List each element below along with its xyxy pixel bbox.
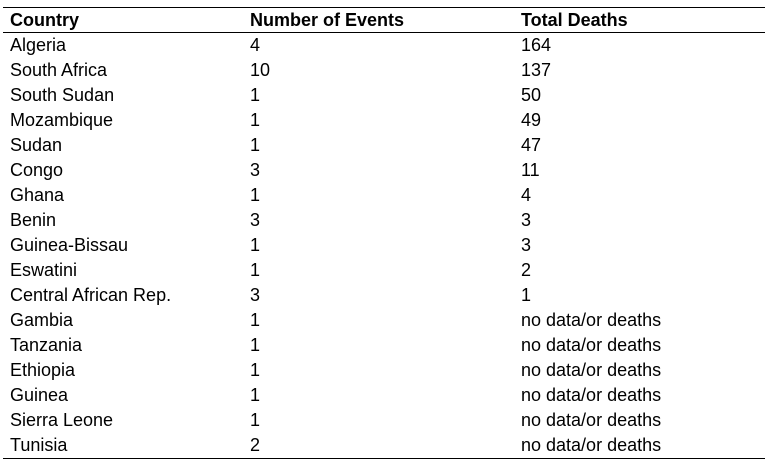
cell-deaths: 2	[521, 260, 532, 280]
cell-country: South Africa	[10, 60, 108, 80]
cell-events: 10	[250, 60, 271, 80]
cell-country: Mozambique	[10, 110, 114, 130]
cell-country: Guinea-Bissau	[10, 235, 129, 255]
header-country: Country	[10, 10, 79, 30]
cell-deaths: no data/or deaths	[521, 410, 662, 430]
cell-country: Gambia	[10, 310, 74, 330]
cell-events: 4	[250, 35, 261, 55]
cell-deaths: 1	[521, 285, 532, 305]
table-row	[3, 108, 765, 133]
cell-events: 1	[250, 260, 261, 280]
table-row	[3, 183, 765, 208]
events-deaths-table	[3, 7, 765, 459]
header-total-deaths: Total Deaths	[521, 10, 628, 30]
cell-country: Tunisia	[10, 435, 68, 455]
cell-country: Algeria	[10, 35, 67, 55]
cell-events: 1	[250, 385, 261, 405]
cell-deaths: 11	[521, 160, 540, 180]
table-row	[3, 233, 765, 258]
cell-deaths: 50	[521, 85, 542, 105]
cell-events: 1	[250, 235, 261, 255]
table-row	[3, 208, 765, 233]
cell-deaths: 3	[521, 210, 532, 230]
cell-deaths: no data/or deaths	[521, 335, 662, 355]
cell-deaths: no data/or deaths	[521, 310, 662, 330]
cell-deaths: 137	[521, 60, 552, 80]
events-table-container	[3, 7, 765, 459]
table-header-row	[3, 8, 765, 33]
table-row	[3, 358, 765, 383]
cell-deaths: no data/or deaths	[521, 360, 662, 380]
cell-deaths: 47	[521, 135, 542, 155]
table-row	[3, 333, 765, 358]
table-row	[3, 83, 765, 108]
cell-country: Ghana	[10, 185, 65, 205]
cell-country: Sierra Leone	[10, 410, 114, 430]
table-row	[3, 33, 765, 59]
cell-events: 1	[250, 110, 261, 130]
cell-deaths: no data/or deaths	[521, 435, 662, 455]
cell-events: 1	[250, 310, 261, 330]
cell-events: 1	[250, 410, 261, 430]
cell-events: 3	[250, 210, 261, 230]
header-number-of-events: Number of Events	[250, 10, 405, 30]
cell-events: 1	[250, 85, 261, 105]
cell-country: South Sudan	[10, 85, 115, 105]
cell-deaths: 49	[521, 110, 542, 130]
cell-events: 3	[250, 160, 261, 180]
table-row	[3, 408, 765, 433]
table-row	[3, 58, 765, 83]
cell-events: 1	[250, 135, 261, 155]
cell-deaths: 3	[521, 235, 532, 255]
cell-country: Congo	[10, 160, 64, 180]
cell-country: Central African Rep.	[10, 285, 172, 305]
table-row	[3, 133, 765, 158]
cell-events: 1	[250, 185, 261, 205]
cell-events: 2	[250, 435, 261, 455]
cell-events: 3	[250, 285, 261, 305]
table-row	[3, 283, 765, 308]
cell-country: Eswatini	[10, 260, 78, 280]
cell-deaths: 164	[521, 35, 552, 55]
cell-country: Sudan	[10, 135, 63, 155]
table-row	[3, 308, 765, 333]
cell-events: 1	[250, 335, 261, 355]
table-row	[3, 158, 765, 183]
cell-deaths: no data/or deaths	[521, 385, 662, 405]
cell-country: Ethiopia	[10, 360, 76, 380]
cell-deaths: 4	[521, 185, 532, 205]
table-row	[3, 433, 765, 459]
cell-events: 1	[250, 360, 261, 380]
table-row	[3, 258, 765, 283]
cell-country: Benin	[10, 210, 57, 230]
cell-country: Tanzania	[10, 335, 83, 355]
cell-country: Guinea	[10, 385, 69, 405]
table-row	[3, 383, 765, 408]
